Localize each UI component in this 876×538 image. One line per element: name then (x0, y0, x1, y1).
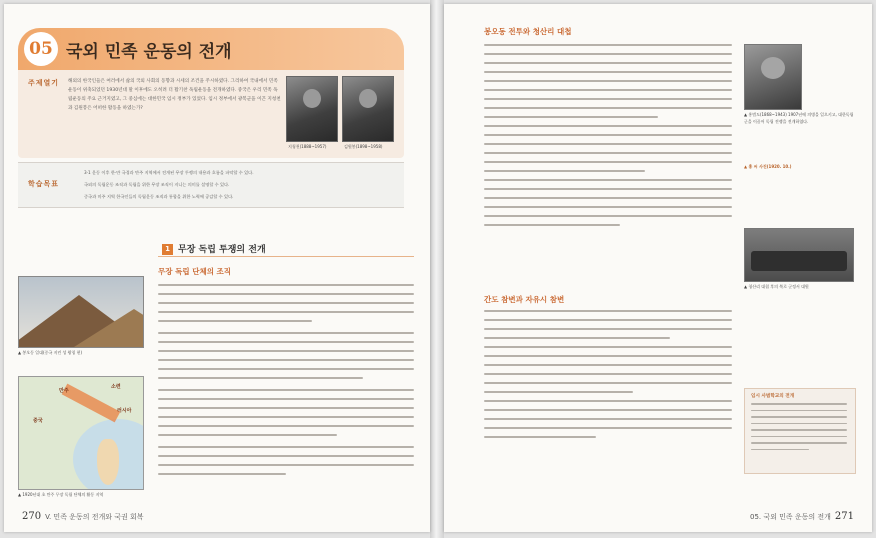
goal-item: 3·1 운동 이후 한·만 국경과 만주 지역에서 전개된 무장 투쟁의 내용과 흐름을 파악할 수 있다. (84, 170, 254, 175)
section-heading (162, 242, 266, 255)
left-footer (18, 511, 143, 522)
book-gutter (430, 0, 444, 538)
map-label: 만주 (59, 388, 69, 394)
right-caption-3: ▲ 청산리 대첩 후의 북로 군정서 대원 (744, 284, 809, 289)
portrait-caption-2: 김원봉(1898~1958) (344, 144, 383, 149)
section-number: 1 (162, 244, 173, 255)
goal-item: 국외의 독립운동 조직과 독립을 위한 무장 조직이 지니는 의미를 설명할 수 있다. (84, 182, 230, 187)
right-heading-1: 봉오동 전투와 청산리 대첩 (484, 27, 572, 36)
section-title: 무장 독립 투쟁의 전개 (178, 245, 266, 255)
body-text-left (158, 284, 414, 482)
right-footer (750, 511, 858, 522)
chapter-title-bar (18, 28, 404, 70)
figure1-caption: ▲ 봉오동 일대(중국 지린 성 왕칭 현) (18, 350, 83, 355)
intro-label: 주제열기 (28, 79, 60, 87)
portrait-caption-1: 지청천(1888~1957) (288, 144, 327, 149)
section-rule (158, 256, 414, 257)
photo-cheongsanri-troops (744, 228, 854, 282)
figure2-caption: ▲ 1920년대 초 만주 무장 독립 단체의 활동 지역 (18, 492, 104, 497)
footer-text-left: V. 민족 운동의 전개와 국권 회복 (45, 513, 144, 521)
right-caption-2: ▲ 홍 씨 사진(1920. 10.) (744, 164, 792, 169)
map-label: 러시아 (117, 408, 132, 414)
sidebar-title: 임시 사범학교의 전개 (751, 394, 795, 399)
goal-item: 중국과 미주 지역 한국인들의 독립운동 조직과 통합을 위한 노력에 공감할 수 있다. (84, 194, 234, 199)
right-caption-1: ▲ 홍범도(1868~1943) 1907년에 의병을 일으키고, 대한독립군을 이끌어 독립 전쟁을 전개하였다. (744, 112, 854, 124)
body-text-right-2 (484, 310, 732, 445)
chapter-number: 05 (24, 32, 58, 66)
sidebar-box (744, 388, 856, 474)
right-page (444, 4, 872, 532)
page-number-right: 271 (834, 511, 854, 522)
body-text-right-1 (484, 44, 732, 233)
right-heading-2: 간도 참변과 자유시 참변 (484, 295, 565, 304)
portrait-hong-beomdo (744, 44, 802, 110)
portrait-photo-2 (342, 76, 394, 142)
page-number-left: 270 (22, 511, 42, 522)
goals-label: 학습목표 (28, 180, 60, 188)
figure-manchuria-map (18, 376, 144, 490)
map-label: 중국 (33, 418, 43, 424)
subsection-title: 무장 독립 단체의 조직 (158, 267, 232, 276)
figure-bongodong-photo (18, 276, 144, 348)
portrait-photo-1 (286, 76, 338, 142)
left-page (4, 4, 430, 532)
learning-goals (18, 162, 404, 208)
chapter-title: 국외 민족 운동의 전개 (66, 42, 232, 62)
intro-text: 해외의 한국인들은 여러에서 삶의 국외 사회의 동향과 시세의 조건을 주시하였다. 그리하여 국내에서 민족 운동이 위축되었던 1930년대 말 이후에도 오히려 더 활기찬 독립운동을 전개하였다. 중국은 우리 민족 독립운동의 주요 근거지였고, 그 중심에는 대한민국 임시 정부가 있었다. 임시 정부에서 광복군을 이끈 지청천과 김원봉은 어떠한 활동을 하였는가? (68, 79, 281, 111)
map-label: 소련 (111, 384, 121, 390)
footer-text-right: 05. 국외 민족 운동의 전개 (750, 513, 831, 521)
chapter-header (18, 28, 404, 158)
